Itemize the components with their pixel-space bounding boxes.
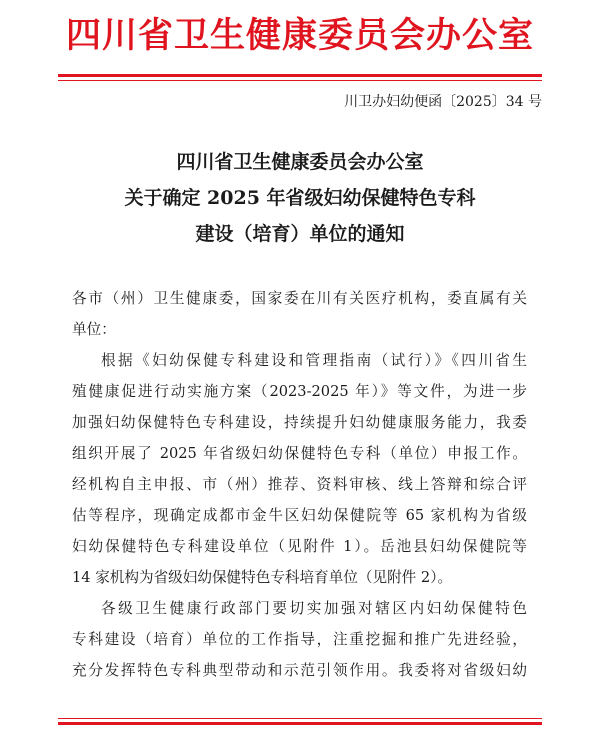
document-body xyxy=(72,283,527,686)
document-title-line-2: 关于确定 2025 年省级妇幼保健特色专科 xyxy=(124,187,476,209)
top-red-rule-thin xyxy=(58,80,542,81)
body-line: 根据《妇幼保健专科建设和管理指南（试行）》《四川省生 xyxy=(101,352,527,369)
body-line: 组织开展了 2025 年省级妇幼保健特色专科（单位）申报工作。 xyxy=(72,445,527,462)
bottom-red-rule-thick xyxy=(58,722,542,725)
document-number: 川卫办妇幼便函〔2025〕34 号 xyxy=(344,94,542,110)
body-line: 充分发挥特色专科典型带动和示范引领作用。我委将对省级妇幼 xyxy=(72,662,527,679)
bottom-red-rule-thin xyxy=(58,718,542,719)
masthead-title: 四川省卫生健康委员会办公室 xyxy=(65,15,534,56)
body-line: 专科建设（培育）单位的工作指导，注重挖掘和推广先进经验， xyxy=(72,631,527,648)
document-title-line-1: 四川省卫生健康委员会办公室 xyxy=(176,151,424,173)
body-line: 单位： xyxy=(72,321,116,338)
body-line: 经机构自主申报、市（州）推荐、资料审核、线上答辩和综合评 xyxy=(72,476,527,493)
body-line: 14 家机构为省级妇幼保健特色专科培育单位（见附件 2）。 xyxy=(72,569,453,586)
body-line: 各市（州）卫生健康委，国家委在川有关医疗机构，委直属有关 xyxy=(72,290,527,307)
body-line: 加强妇幼保健特色专科建设，持续提升妇幼健康服务能力，我委 xyxy=(72,414,527,431)
body-line: 殖健康促进行动实施方案（2023-2025 年）》等文件，为进一步 xyxy=(72,383,527,400)
top-red-rule-thick xyxy=(58,74,542,77)
body-line: 妇幼保健特色专科建设单位（见附件 1）。岳池县妇幼保健院等 xyxy=(72,538,527,555)
body-line: 估等程序，现确定成都市金牛区妇幼保健院等 65 家机构为省级 xyxy=(72,507,527,524)
body-line: 各级卫生健康行政部门要切实加强对辖区内妇幼保健特色 xyxy=(101,600,527,617)
document-title-line-3: 建设（培育）单位的通知 xyxy=(195,223,405,245)
